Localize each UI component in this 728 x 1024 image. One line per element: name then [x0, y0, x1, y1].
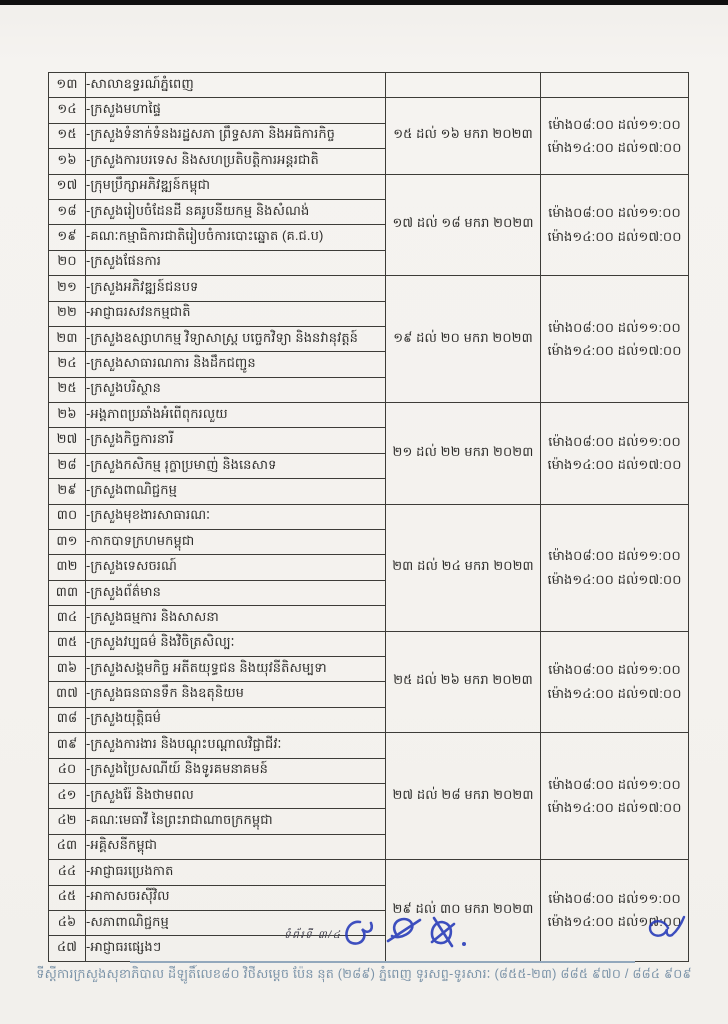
row-number: ២៨ [49, 453, 86, 478]
ministry-name: -អង្គភាពប្រឆាំងអំពើពុករលួយ [86, 403, 386, 428]
time-afternoon: ម៉ោង១៤:០០ ដល់១៧:០០ [547, 571, 682, 587]
row-number: ២៦ [49, 403, 86, 428]
ministry-name: -ក្រសួងផែនការ [86, 250, 386, 275]
time-afternoon: ម៉ោង១៤:០០ ដល់១៧:០០ [547, 139, 682, 155]
time-afternoon: ម៉ោង១៤:០០ ដល់១៧:០០ [547, 800, 682, 816]
row-number: ២២ [49, 301, 86, 326]
row-number: ២៤ [49, 352, 86, 377]
time-afternoon: ម៉ោង១៤:០០ ដល់១៧:០០ [547, 685, 682, 701]
table-row [49, 504, 689, 529]
row-number: ៣៧ [49, 682, 86, 707]
row-number: ២៥ [49, 377, 86, 402]
ministry-name: -ក្រសួងកិច្ចការនារី [86, 428, 386, 453]
row-number: ១៥ [49, 123, 86, 148]
row-number: ១៧ [49, 174, 86, 199]
ministry-name: -ក្រសួងទំនាក់ទំនងរដ្ឋសភា ព្រឹទ្ធសភា និងអធិការកិច្ច [86, 123, 386, 148]
time-morning: ម៉ោង០៨:០០ ដល់១១:០០ [548, 205, 681, 221]
ministry-name: -ក្រសួងឧស្សាហកម្ម វិទ្យាសាស្ត្រ បច្ចេកវិទ្យា និងនវានុវត្តន៍ [86, 326, 386, 351]
ministry-name: -ក្រសួងបរិស្ថាន [86, 377, 386, 402]
row-number: ៣០ [49, 504, 86, 529]
table-row [49, 733, 689, 758]
ministry-name: -កាកបាទក្រហមកម្ពុជា [86, 530, 386, 555]
row-number: ១៤ [49, 98, 86, 123]
signature-initials-icon [338, 912, 478, 954]
table-row [49, 631, 689, 656]
row-number: ៣៨ [49, 707, 86, 732]
time-morning: ម៉ោង០៨:០០ ដល់១១:០០ [548, 319, 681, 335]
ministry-name: -អគ្គិសនីកម្ពុជា [86, 834, 386, 859]
time-morning: ម៉ោង០៨:០០ ដល់១១:០០ [548, 776, 681, 792]
ministry-name: -ក្រសួងអភិវឌ្ឍន៍ជនបទ [86, 276, 386, 301]
ministry-name: -សាលាឧទ្ធរណ៍ភ្នំពេញ [86, 73, 386, 98]
row-number: ២៧ [49, 428, 86, 453]
ministry-name: -ក្រសួងការងារ និងបណ្តុះបណ្តាលវិជ្ជាជីវៈ [86, 733, 386, 758]
ministry-name: -ក្រសួងកសិកម្ម រុក្ខាប្រមាញ់ និងនេសាទ [86, 453, 386, 478]
ministry-name: -ក្រសួងរ៉ែ និងថាមពល [86, 783, 386, 808]
row-number: ៣៦ [49, 656, 86, 681]
ministry-name: -ក្រសួងរៀបចំដែនដី នគរូបនីយកម្ម និងសំណង់ [86, 199, 386, 224]
ministry-name: -ក្រសួងធនធានទឹក និងឧតុនិយម [86, 682, 386, 707]
ministry-name: -អាកាសចរស៊ីវិល [86, 885, 386, 910]
row-number: ១៦ [49, 149, 86, 174]
scan-edge-artifact [0, 0, 728, 5]
row-number: ៣៥ [49, 631, 86, 656]
row-number: ២០ [49, 250, 86, 275]
row-number: ៤០ [49, 758, 86, 783]
time-afternoon: ម៉ោង១៤:០០ ដល់១៧:០០ [547, 914, 682, 930]
row-number: ៤២ [49, 809, 86, 834]
date-range: ១៧ ដល់ ១៨ មករា ២០២៣ [386, 174, 541, 276]
row-number: ២៣ [49, 326, 86, 351]
row-number: ៣៤ [49, 606, 86, 631]
time-morning: ម៉ោង០៨:០០ ដល់១១:០០ [548, 433, 681, 449]
time-afternoon: ម៉ោង១៤:០០ ដល់១៧:០០ [547, 343, 682, 359]
time-afternoon: ម៉ោង១៤:០០ ដល់១៧:០០ [547, 457, 682, 473]
ministry-name: -គណៈមេធាវី នៃព្រះរាជាណាចក្រកម្ពុជា [86, 809, 386, 834]
row-number: ៤៥ [49, 885, 86, 910]
ministry-name: -ក្រសួងសង្គមកិច្ច អតីតយុទ្ធជន និងយុវនីតិសម្បទា [86, 656, 386, 681]
ministry-name: -គណៈកម្មាធិការជាតិរៀបចំការបោះឆ្នោត (គ.ជ.ប) [86, 225, 386, 250]
date-range: ២៥ ដល់ ២៦ មករា ២០២៣ [386, 631, 541, 733]
table-row [49, 276, 689, 301]
table-row [49, 174, 689, 199]
table-row [49, 73, 689, 98]
table-row [49, 403, 689, 428]
ministry-name: -ក្រសួងការបរទេស និងសហប្រតិបត្តិការអន្តរជាតិ [86, 149, 386, 174]
date-range: ២១ ដល់ ២២ មករា ២០២៣ [386, 403, 541, 505]
row-number: ៣២ [49, 555, 86, 580]
row-number: ១៨ [49, 199, 86, 224]
ministry-name: -សភាពាណិជ្ជកម្ម [86, 910, 386, 935]
row-number: ១៣ [49, 73, 86, 98]
row-number: ៤៧ [49, 936, 86, 961]
time-morning: ម៉ោង០៨:០០ ដល់១១:០០ [548, 891, 681, 906]
ministry-name: -ក្រសួងធម្មការ និងសាសនា [86, 606, 386, 631]
time-morning: ម៉ោង០៨:០០ ដល់១១:០០ [548, 662, 681, 678]
ministry-name: -ក្រសួងមហាផ្ទៃ [86, 98, 386, 123]
ministry-name: -អាជ្ញាធរប្រេងកាត [86, 860, 386, 885]
ministry-name: -ក្រសួងសាធារណការ និងដឹកជញ្ជូន [86, 352, 386, 377]
row-number: ៤៣ [49, 834, 86, 859]
date-range: ២៩ ដល់ ៣០ មករា ២០២៣ [386, 860, 541, 962]
time-morning: ម៉ោង០៨:០០ ដល់១១:០០ [548, 116, 681, 132]
paraph-icon [642, 914, 692, 946]
ministry-name: -ក្រសួងមុខងារសាធារណៈ [86, 504, 386, 529]
footer-divider [130, 961, 635, 963]
ministry-name: -ក្រុមប្រឹក្សាអភិវឌ្ឍន៍កម្ពុជា [86, 174, 386, 199]
time-range [541, 73, 689, 98]
date-range [386, 73, 541, 98]
ministry-name: -ក្រសួងប្រៃសណីយ៍ និងទូរគមនាគមន៍ [86, 758, 386, 783]
date-range: ១៥ ដល់ ១៦ មករា ២០២៣ [386, 98, 541, 174]
table-row [49, 98, 689, 123]
ministry-name: -ក្រសួងព័ត៌មាន [86, 580, 386, 605]
row-number: ៣៣ [49, 580, 86, 605]
date-range: ១៩ ដល់ ២០ មករា ២០២៣ [386, 276, 541, 403]
row-number: ៤៤ [49, 860, 86, 885]
row-number: ២១ [49, 276, 86, 301]
table-row [49, 860, 689, 885]
ministry-schedule-table [48, 72, 689, 962]
ministry-name: -ក្រសួងយុត្តិធម៌ [86, 707, 386, 732]
row-number: ៤៦ [49, 910, 86, 935]
ministry-name: -ក្រសួងទេសចរណ៍ [86, 555, 386, 580]
time-range [541, 504, 689, 631]
time-range [541, 98, 689, 174]
time-range [541, 403, 689, 505]
time-range [541, 733, 689, 860]
row-number: ១៩ [49, 225, 86, 250]
ministry-name: -អាជ្ញាធរផ្សេងៗ [86, 936, 386, 961]
row-number: ២៩ [49, 479, 86, 504]
ministry-name: -ក្រសួងវប្បធម៌ និងវិចិត្រសិល្បៈ [86, 631, 386, 656]
time-range [541, 631, 689, 733]
row-number: ៤១ [49, 783, 86, 808]
row-number: ៣១ [49, 530, 86, 555]
time-range [541, 174, 689, 276]
page-footer: ទីស្តីការក្រសួងសុខាភិបាល ដីឡូតិ៍លេខ៨០ វិថីសម្តេច ប៉ែន នុត (២៨៩) ភ្នំពេញ ទូរសព្ទ-ទូរសារៈ (៨៥៥-២៣) ៨៨៥ ៩៧០ / ៨៨៤ ៩០៩ [36, 966, 692, 981]
ministry-name: -ក្រសួងពាណិជ្ជកម្ម [86, 479, 386, 504]
time-afternoon: ម៉ោង១៤:០០ ដល់១៧:០០ [547, 228, 682, 244]
date-range: ២៧ ដល់ ២៨ មករា ២០២៣ [386, 733, 541, 860]
ministry-name: -អាជ្ញាធរសវនកម្មជាតិ [86, 301, 386, 326]
time-range [541, 276, 689, 403]
time-morning: ម៉ោង០៨:០០ ដល់១១:០០ [548, 548, 681, 564]
row-number: ៣៩ [49, 733, 86, 758]
handwritten-page-note: ទំព័រទី ៣/៤ [284, 929, 342, 941]
date-range: ២៣ ដល់ ២៤ មករា ២០២៣ [386, 504, 541, 631]
